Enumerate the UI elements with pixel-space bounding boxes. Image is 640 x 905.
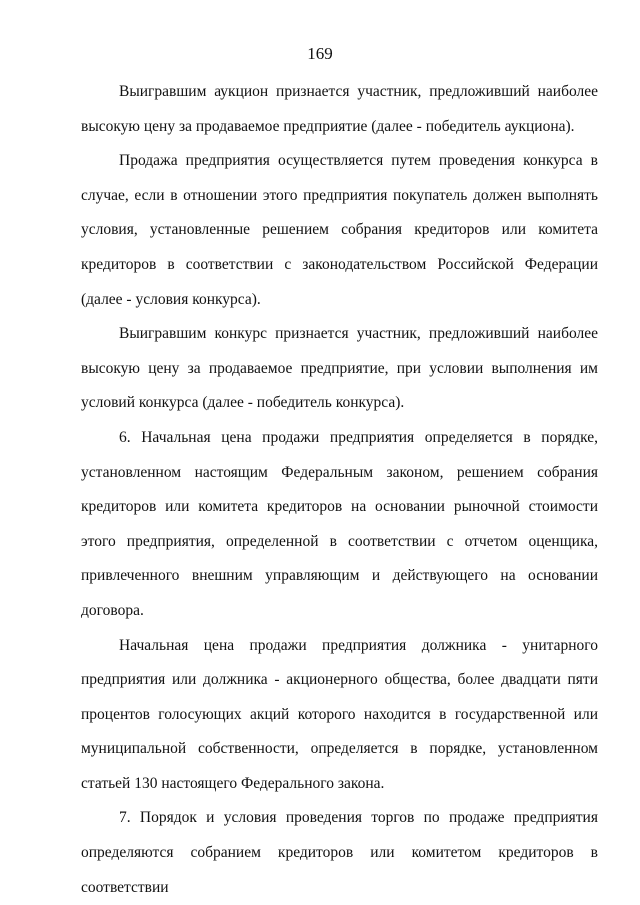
paragraph-competition-sale: Продажа предприятия осуществляется путем проведения конкурса в случае, если в отношении этого предприятия покупатель должен выполнять условия, установленные решением собрания кредиторов или комитета кредиторов в соответствии с законодательством Российской Федерации (далее - условия конкурса). bbox=[81, 152, 598, 308]
paragraph-item-7-auction-procedure: 7. Порядок и условия проведения торгов по продаже предприятия определяются собранием кредиторов или комитетом кредиторов в соответствии bbox=[81, 809, 598, 896]
paragraph-auction-winner: Выигравшим аукцион признается участник, предложивший наиболее высокую цену за продаваемое предприятие (далее - победитель аукциона). bbox=[81, 83, 598, 135]
paragraph-item-6-initial-price: 6. Начальная цена продажи предприятия определяется в порядке, установленном настоящим Федеральным законом, решением собрания кредиторов или комитета кредиторов на основании рыночной стоимости этого предприятия, определенной в соответствии с отчетом оценщика, привлеченного внешним управляющим и действующего на основании договора. bbox=[81, 428, 598, 619]
document-body bbox=[81, 75, 598, 905]
page-number: 169 bbox=[307, 44, 333, 63]
paragraph-competition-winner: Выигравшим конкурс признается участник, предложивший наиболее высокую цену за продаваемое предприятие, при условии выполнения им условий конкурса (далее - победитель конкурса). bbox=[81, 325, 598, 412]
paragraph-unitary-enterprise-price: Начальная цена продажи предприятия должника - унитарного предприятия или должника - акционерного общества, более двадцати пяти процентов голосующих акций которого находится в государственной или муниципальной собственности, определяется в порядке, установленном статьей 130 настоящего Федерального закона. bbox=[81, 636, 598, 792]
